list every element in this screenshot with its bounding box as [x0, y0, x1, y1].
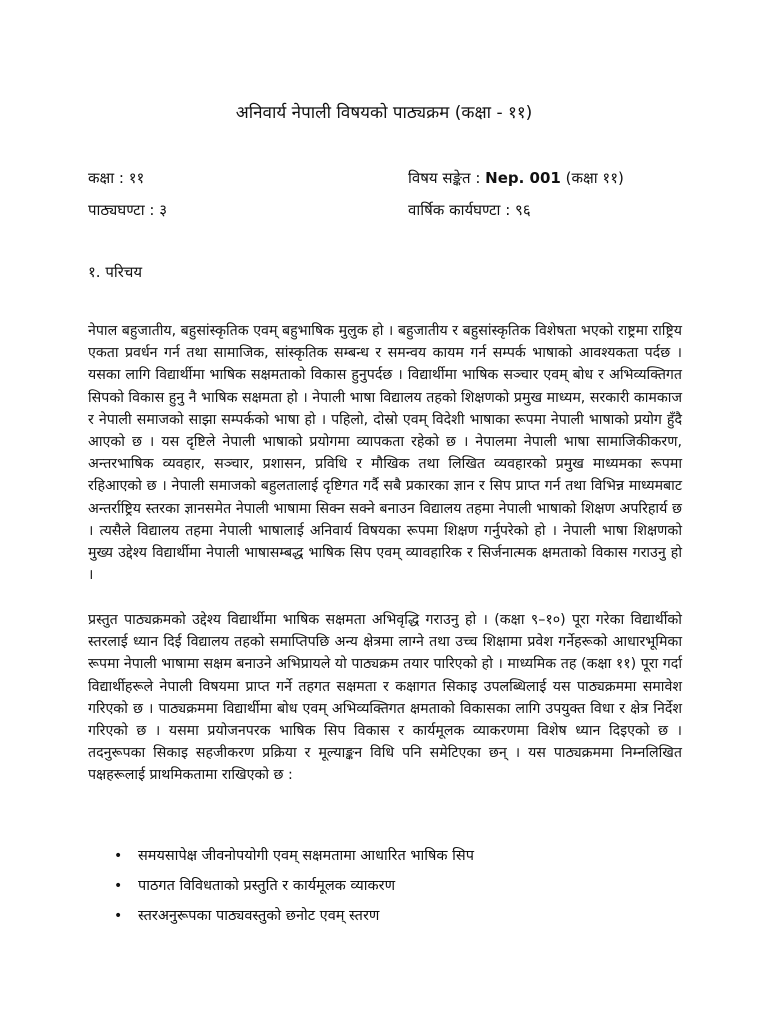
document-title: अनिवार्य नेपाली विषयको पाठ्यक्रम (कक्षा - ११)	[235, 103, 533, 123]
priority-list	[88, 843, 688, 933]
subject-code-value: Nep. 001	[485, 169, 561, 187]
class-label: कक्षा : ११	[88, 169, 145, 187]
annual-hours-label: वार्षिक कार्यघण्टा : ९६	[408, 201, 531, 219]
list-item: • समयसापेक्ष जीवनोपयोगी एवम् सक्षमतामा आधारित भाषिक सिप	[88, 843, 688, 873]
list-item: • पाठगत विविधताको प्रस्तुति र कार्यमूलक व्याकरण	[88, 873, 688, 903]
section-heading: १. परिचय	[88, 263, 143, 281]
subject-code	[408, 168, 624, 188]
intro-paragraph-2: प्रस्तुत पाठ्यक्रमको उद्देश्य विद्यार्थीमा भाषिक सक्षमता अभिवृद्धि गराउनु हो । (कक्षा ९–१०) पूरा गरेका विद्यार्थीको स्तरलाई ध्यान दिई विद्यालय तहको समाप्तिपछि अन्य क्षेत्रमा लाग्ने तथा उच्च शिक्षामा प्रवेश गर्नेहरूको आधारभूमिका रूपमा नेपाली भाषामा सक्षम बनाउने अभिप्रायले यो पाठ्यक्रम तयार पारिएको हो । माध्यमिक तह (कक्षा ११) पूरा गर्दा विद्यार्थीहरूले नेपाली विषयमा प्राप्त गर्ने तहगत सक्षमता र कक्षागत सिकाइ उपलब्धिलाई यस पाठ्यक्रममा समावेश गरिएको छ । पाठ्यक्रममा विद्यार्थीमा बोध एवम् अभिव्यक्तिगत क्षमताको विकासका लागि उपयुक्त विधा र क्षेत्र निर्देश गरिएको छ । यसमा प्रयोजनपरक भाषिक सिप विकास र कार्यमूलक व्याकरणमा विशेष ध्यान दिइएको छ । तदनुरूपका सिकाइ सहजीकरण प्रक्रिया र मूल्याङ्कन विधि पनि समेटिएका छन् । यस पाठ्यक्रममा निम्नलिखित पक्षहरूलाई प्राथमिकतामा राखिएको छ :	[88, 612, 682, 784]
intro-paragraph-1: नेपाल बहुजातीय, बहुसांस्कृतिक एवम् बहुभाषिक मुलुक हो । बहुजातीय र बहुसांस्कृतिक विशेषता भएको राष्ट्रमा राष्ट्रिय एकता प्रवर्धन गर्न तथा सामाजिक, सांस्कृतिक सम्बन्ध र समन्वय कायम गर्न सम्पर्क भाषाको आवश्यकता पर्दछ । यसका लागि विद्यार्थीमा भाषिक सक्षमताको विकास हुनुपर्दछ । विद्यार्थीमा भाषिक सञ्चार एवम् बोध र अभिव्यक्तिगत सिपको विकास हुनु नै भाषिक सक्षमता हो । नेपाली भाषा विद्यालय तहको शिक्षणको प्रमुख माध्यम, सरकारी कामकाज र नेपाली समाजको साझा सम्पर्कको भाषा हो । पहिलो, दोस्रो एवम् विदेशी भाषाका रूपमा नेपाली भाषाको प्रयोग हुँदै आएको छ । यस दृष्टिले नेपाली भाषाको प्रयोगमा व्यापकता रहेको छ । नेपालमा नेपाली भाषा सामाजिकीकरण, अन्तरभाषिक व्यवहार, सञ्चार, प्रशासन, प्रविधि र मौखिक तथा लिखित व्यवहारको प्रमुख माध्यमका रूपमा रहिआएको छ । नेपाली समाजको बहुलतालाई दृष्टिगत गर्दै सबै प्रकारका ज्ञान र सिप प्राप्त गर्न तथा विभिन्न माध्यमबाट अन्तर्राष्ट्रिय स्तरका ज्ञानसमेत नेपाली भाषामा सिक्न सक्ने बनाउन विद्यालय तहमा नेपाली भाषाको शिक्षण अपरिहार्य छ । त्यसैले विद्यालय तहमा नेपाली भाषालाई अनिवार्य विषयका रूपमा शिक्षण गर्नुपरेको हो । नेपाली भाषा शिक्षणको मुख्य उद्देश्य विद्यार्थीमा नेपाली भाषासम्बद्ध भाषिक सिप एवम् व्यावहारिक र सिर्जनात्मक क्षमताको विकास गराउनु हो ।	[88, 323, 682, 584]
list-item: • स्तरअनुरूपका पाठ्यवस्तुको छनोट एवम् स्तरण	[88, 903, 688, 933]
subject-code-suffix: (कक्षा ११)	[560, 169, 624, 187]
periods-label: पाठ्यघण्टा : ३	[88, 201, 168, 219]
subject-code-prefix: विषय सङ्केत :	[408, 169, 486, 187]
